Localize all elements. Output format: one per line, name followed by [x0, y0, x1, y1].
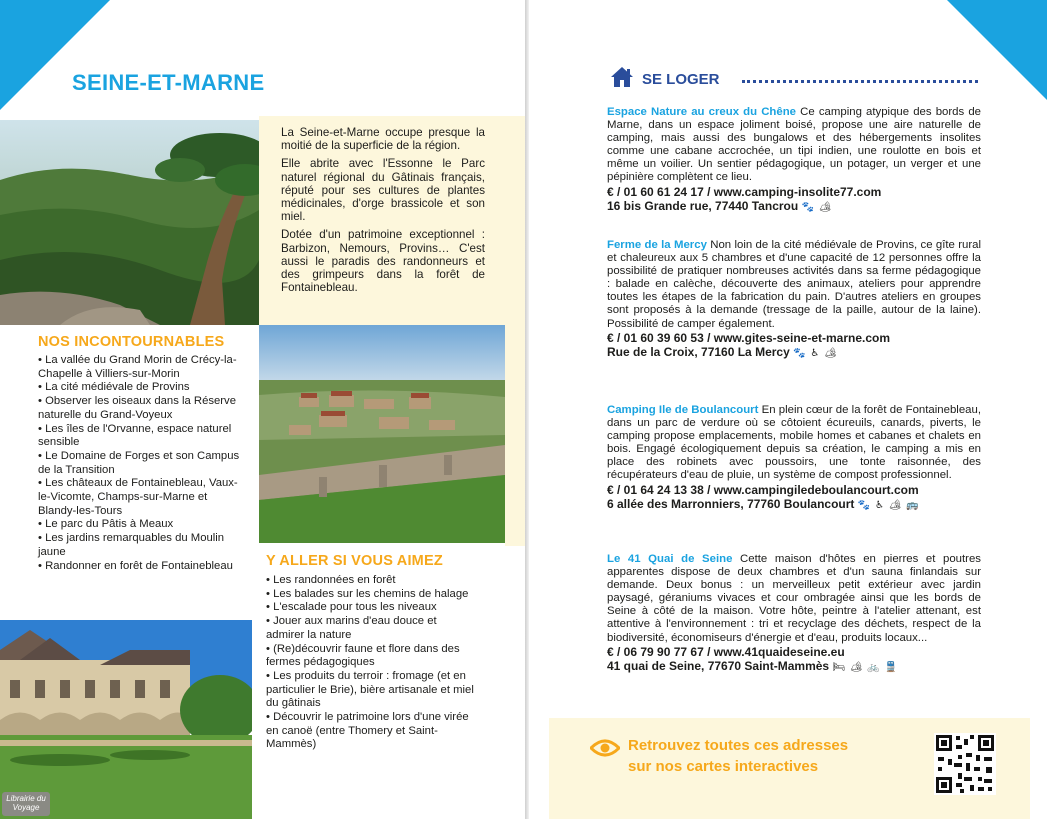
list-item: • Les randonnées en forêt: [266, 574, 476, 588]
lodging-entry: [607, 239, 981, 361]
entry-contact: € / 01 60 39 60 53 / www.gites-seine-et-marne.com: [607, 330, 891, 345]
forest-photo: [0, 120, 259, 325]
region-title: SEINE-ET-MARNE: [72, 70, 265, 95]
intro-paragraph: Dotée d'un patrimoine exceptionnel : Barbizon, Nemours, Provins… C'est aussi le paradis des randonneurs et des grimpeurs dans la forêt de Fontainebleau.: [281, 228, 485, 295]
intro-paragraph: Elle abrite avec l'Essonne le Parc naturel régional du Gâtinais français, réputé pour ses cultures de plantes médicinales, d'orge brassicole et son miel.: [281, 157, 485, 224]
amenity-icons: 🐾 🏕: [801, 201, 833, 213]
list-item: • Les îles de l'Orvanne, espace naturel sensible: [38, 423, 243, 450]
entry-name: Camping Ile de Boulancourt: [607, 404, 759, 416]
list-item: • La vallée du Grand Morin de Crécy-la-Chapelle à Villiers-sur-Morin: [38, 354, 243, 381]
y-aller-title: Y ALLER SI VOUS AIMEZ: [266, 553, 443, 569]
amenity-icons: 🐾 ♿ 🏕 🚌: [857, 499, 920, 511]
entry-address: 41 quai de Seine, 77670 Saint-Mammès: [607, 658, 830, 673]
lodging-entry: [607, 553, 981, 675]
entry-address: Rue de la Croix, 77160 La Mercy: [607, 344, 790, 359]
list-item: • Les balades sur les chemins de halage: [266, 588, 476, 602]
entry-name: Le 41 Quai de Seine: [607, 553, 733, 565]
y-aller-list: [266, 574, 476, 752]
entry-contact: € / 01 64 24 13 38 / www.campingiledeboulancourt.com: [607, 482, 919, 497]
entry-address: 6 allée des Marronniers, 77760 Boulancourt: [607, 496, 855, 511]
amenity-icons: 🐾 ♿ 🏕: [793, 347, 838, 359]
entry-description: En plein cœur de la forêt de Fontainebleau, dans un parc de verdure où se côtoient écureuils, canards, piverts, le camping propose emplacements, mobile homes et cabanes et chalets en bois. Engagé écologiquement depuis sa création, le camping a mis en place des robinets avec poussoirs, une tonte raisonnée, des récupérateurs d'eau de pluie, un système de compost professionnel.: [607, 404, 981, 482]
entry-description: Ce camping atypique des bords de Marne, dans un espace joliment boisé, propose une aire naturelle de camping, mais aussi des bungalows et des hébergements insolites comme une cabane accrochée, un tipi indien, une roulotte en bois et même un voilier. Un sentier pédagogique, un potager, un verger et une pépinière complètent ce lieu.: [607, 106, 981, 184]
watermark-logo: Librairie du Voyage: [2, 792, 50, 816]
incontournables-title: NOS INCONTOURNABLES: [38, 334, 225, 350]
entry-description: Non loin de la cité médiévale de Provins, ce gîte rural et chaleureux aux 5 chambres et d'une capacité de 12 personnes offre la possibilité de pratiquer nombreuses activités dans sa ferme pédagogique : balade en calèche, découverte des animaux, ateliers pour apprendre toutes les étapes de la fabrication du pain. D'autres ateliers en groupes sont proposés à la demande (tressage de la paille, autour de la laine). Possibilité de camper également.: [607, 239, 981, 330]
amenity-icons: 🛏 🏕 🚲 🚆: [832, 661, 899, 673]
qr-code[interactable]: [934, 733, 996, 795]
chateau-photo: [0, 620, 252, 819]
list-item: • Les châteaux de Fontainebleau, Vaux-le-Vicomte, Champs-sur-Marne et Blandy-les-Tours: [38, 477, 243, 518]
list-item: • L'escalade pour tous les niveaux: [266, 601, 476, 615]
incontournables-list: [38, 354, 243, 573]
list-item: • Découvrir le patrimoine lors d'une virée en canoë (entre Thomery et Saint-Mammès): [266, 711, 476, 752]
list-item: • Le parc du Pâtis à Meaux: [38, 518, 243, 532]
entry-address: 16 bis Grande rue, 77440 Tancrou: [607, 198, 799, 213]
house-icon: [610, 66, 634, 93]
list-item: • Le Domaine de Forges et son Campus de la Transition: [38, 450, 243, 477]
cream-strip: [505, 116, 525, 546]
list-item: • Jouer aux marins d'eau douce et admirer la nature: [266, 615, 476, 642]
promo-line: sur nos cartes interactives: [628, 758, 819, 775]
section-title: SE LOGER: [642, 71, 720, 88]
list-item: • (Re)découvrir faune et flore dans des fermes pédagogiques: [266, 643, 476, 670]
list-item: • Observer les oiseaux dans la Réserve naturelle du Grand-Voyeux: [38, 395, 243, 422]
list-item: • Les jardins remarquables du Moulin jaune: [38, 532, 243, 559]
entry-contact: € / 01 60 61 24 17 / www.camping-insolite77.com: [607, 184, 882, 199]
se-loger-header: [610, 66, 720, 93]
corner-triangle: [947, 0, 1047, 100]
list-item: • La cité médiévale de Provins: [38, 381, 243, 395]
intro-text: [281, 126, 485, 299]
lodging-entry: [607, 106, 981, 215]
list-item: • Randonner en forêt de Fontainebleau: [38, 560, 243, 574]
intro-paragraph: La Seine-et-Marne occupe presque la moitié de la superficie de la région.: [281, 126, 485, 153]
lodging-entry: [607, 404, 981, 513]
promo-line: Retrouvez toutes ces adresses: [628, 737, 849, 754]
entry-description: Cette maison d'hôtes en pierres et poutres apparentes dispose de deux chambres et d'un sauna finlandais sur demande. Deux bonus : un merveilleux petit extérieur avec jardin paysagé, géraniums vivaces et cour ombragée ainsi que les bords de Seine à côté de la maison. Votre hôte, peintre à l'atelier attenant, est attentive à l'environnement : tri et recyclage des déchets, respect de la biodiversité, économiseurs d'énergie et d'eau, produits locaux...: [607, 553, 982, 644]
promo-text[interactable]: [628, 735, 848, 777]
provins-photo: [259, 325, 505, 543]
entry-name: Espace Nature au creux du Chêne: [607, 106, 797, 118]
title-dotted-rule: [742, 80, 978, 83]
eye-icon: [590, 738, 620, 763]
entry-contact: € / 06 79 90 77 67 / www.41quaideseine.eu: [607, 644, 845, 659]
entry-name: Ferme de la Mercy: [607, 239, 707, 251]
list-item: • Les produits du terroir : fromage (et en particulier le Brie), bière artisanale et miel du gâtinais: [266, 670, 476, 711]
